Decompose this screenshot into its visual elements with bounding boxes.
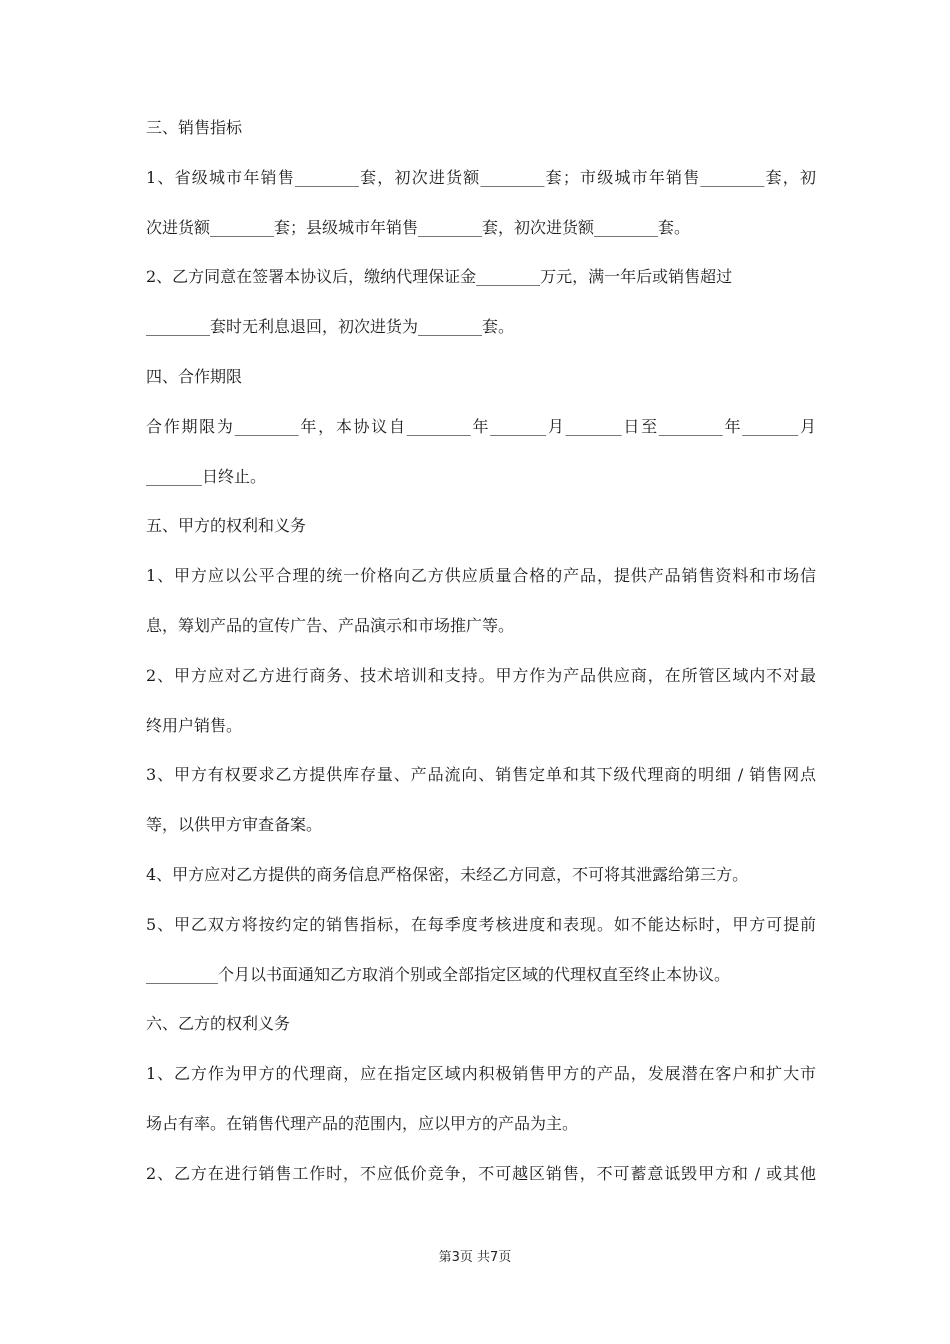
text-line: 终用户销售。 <box>146 715 243 735</box>
text-line: 3、甲方有权要求乙方提供库存量、产品流向、销售定单和其下级代理商的明细 / 销售网点 <box>146 765 816 785</box>
text-line: 次进货额________套；县级城市年销售________套，初次进货额________套。 <box>146 217 691 237</box>
text-line: 2、乙方在进行销售工作时，不应低价竞争，不可越区销售，不可蓄意诋毁甲方和 / 或其他 <box>146 1163 816 1183</box>
document-body <box>146 103 816 1199</box>
text-line: 五、甲方的权利和义务 <box>146 516 307 536</box>
text-line: ________套时无利息退回，初次进货为________套。 <box>146 317 515 337</box>
text-line: 六、乙方的权利义务 <box>146 1014 291 1034</box>
page-footer: 第3页 共7页 <box>438 1250 512 1265</box>
text-line: 1、甲方应以公平合理的统一价格向乙方供应质量合格的产品，提供产品销售资料和市场信 <box>146 566 816 586</box>
text-line: 2、乙方同意在签署本协议后，缴纳代理保证金________万元，满一年后或销售超过 <box>146 267 733 287</box>
text-line: 三、销售指标 <box>146 118 243 137</box>
text-line: 息，筹划产品的宣传广告、产品演示和市场推广等。 <box>146 615 515 635</box>
text-line: 合作期限为________年，本协议自________年_______月_______日至________年_______月 <box>146 416 816 436</box>
text-line: _______日终止。 <box>146 466 267 486</box>
text-line: 4、甲方应对乙方提供的商务信息严格保密，未经乙方同意，不可将其泄露给第三方。 <box>146 864 749 884</box>
text-line: 四、合作期限 <box>146 366 243 386</box>
text-line: 5、甲乙双方将按约定的销售指标，在每季度考核进度和表现。如不能达标时，甲方可提前 <box>146 914 816 934</box>
text-line: 等，以供甲方审查备案。 <box>146 815 323 835</box>
text-line: 1、省级城市年销售________套，初次进货额________套；市级城市年销售________套，初 <box>146 167 816 187</box>
text-line: 1、乙方作为甲方的代理商，应在指定区域内积极销售甲方的产品，发展潜在客户和扩大市 <box>146 1064 816 1084</box>
text-line: _________个月以书面通知乙方取消个别或全部指定区域的代理权直至终止本协议。 <box>146 964 731 984</box>
text-line: 场占有率。在销售代理产品的范围内，应以甲方的产品为主。 <box>146 1113 579 1133</box>
text-line: 2、甲方应对乙方进行商务、技术培训和支持。甲方作为产品供应商，在所管区域内不对最 <box>146 665 816 685</box>
